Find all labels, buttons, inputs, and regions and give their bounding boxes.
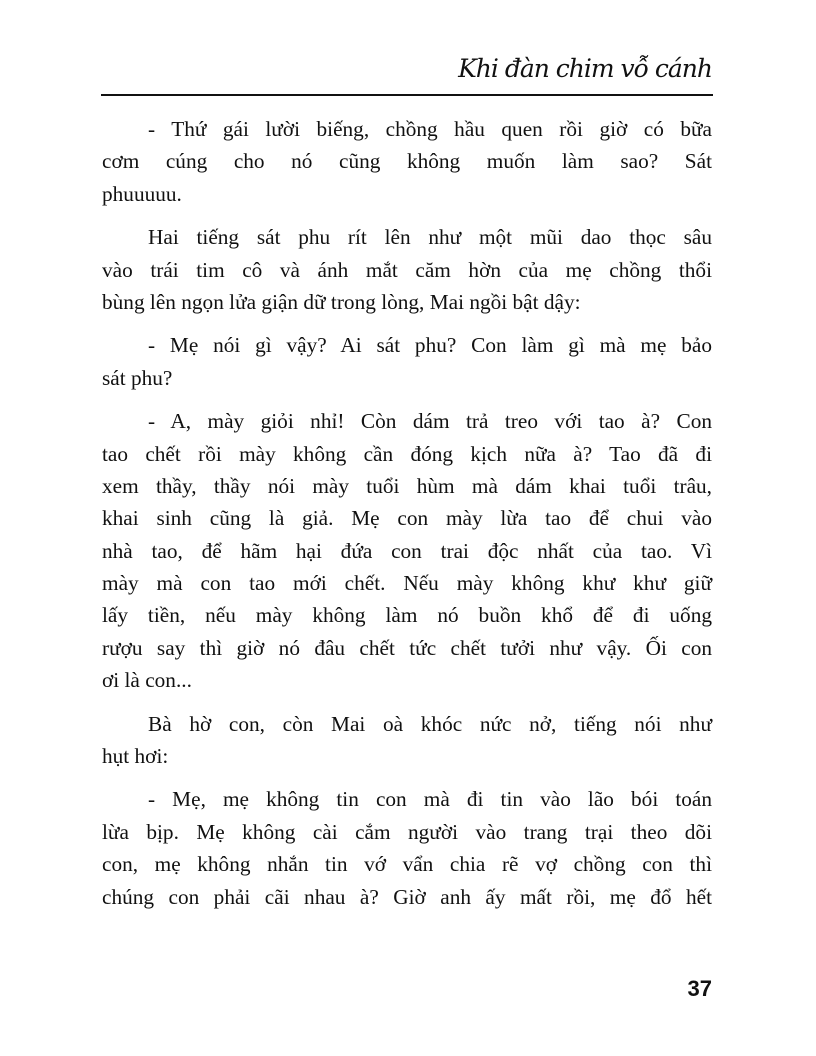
text-line: phuuuuu.: [102, 181, 182, 206]
paragraph: [102, 708, 712, 773]
text-line: lừa bịp. Mẹ không cài cắm người vào trang trại theo dõi: [102, 819, 712, 844]
text-line: ơi là con...: [102, 668, 192, 693]
text-line: rượu say thì giờ nó đâu chết tức chết tưởi như vậy. Ối con: [102, 635, 712, 660]
text-line: nhà tao, để hãm hại đứa con trai độc nhất của tao. Vì: [102, 538, 712, 563]
text-line: cơm cúng cho nó cũng không muốn làm sao? Sát: [102, 149, 712, 174]
text-line: khai sinh cũng là giả. Mẹ con mày lừa tao để chui vào: [102, 506, 712, 531]
text-line: - Mẹ nói gì vậy? Ai sát phu? Con làm gì mà mẹ bảo: [148, 333, 712, 358]
text-line: Hai tiếng sát phu rít lên như một mũi dao thọc sâu: [148, 225, 712, 250]
body-text: [102, 113, 712, 924]
text-line: Bà hờ con, còn Mai oà khóc nức nở, tiếng nói như: [148, 711, 712, 736]
running-header-title: Khi đàn chim vỗ cánh: [458, 54, 712, 83]
header-rule: [101, 94, 713, 96]
text-line: lấy tiền, nếu mày không làm nó buồn khổ để đi uống: [102, 603, 712, 628]
text-line: - A, mày giỏi nhỉ! Còn dám trả treo với tao à? Con: [148, 409, 712, 434]
text-line: hụt hơi:: [102, 744, 169, 769]
text-line: - Mẹ, mẹ không tin con mà đi tin vào lão bói toán: [148, 787, 712, 812]
text-line: bùng lên ngọn lửa giận dữ trong lòng, Mai ngồi bật dậy:: [102, 289, 581, 314]
paragraph: [102, 783, 712, 913]
text-line: tao chết rồi mày không cần đóng kịch nữa à? Tao đã đi: [102, 441, 712, 466]
paragraph: [102, 221, 712, 318]
text-line: - Thứ gái lười biếng, chồng hầu quen rồi giờ có bữa: [148, 117, 712, 141]
text-line: chúng con phải cãi nhau à? Giờ anh ấy mất rồi, mẹ đổ hết: [102, 884, 712, 909]
paragraph: [102, 405, 712, 697]
paragraph: [102, 329, 712, 394]
text-line: vào trái tim cô và ánh mắt căm hờn của mẹ chồng thổi: [102, 257, 712, 282]
text-line: mày mà con tao mới chết. Nếu mày không khư khư giữ: [102, 571, 712, 596]
text-line: xem thầy, thầy nói mày tuổi hùm mà dám khai tuổi trâu,: [102, 473, 712, 498]
text-line: sát phu?: [102, 365, 173, 390]
paragraph: [102, 113, 712, 210]
page-number: 37: [687, 976, 712, 1001]
text-line: con, mẹ không nhắn tin vớ vẩn chia rẽ vợ chồng con thì: [102, 852, 712, 877]
